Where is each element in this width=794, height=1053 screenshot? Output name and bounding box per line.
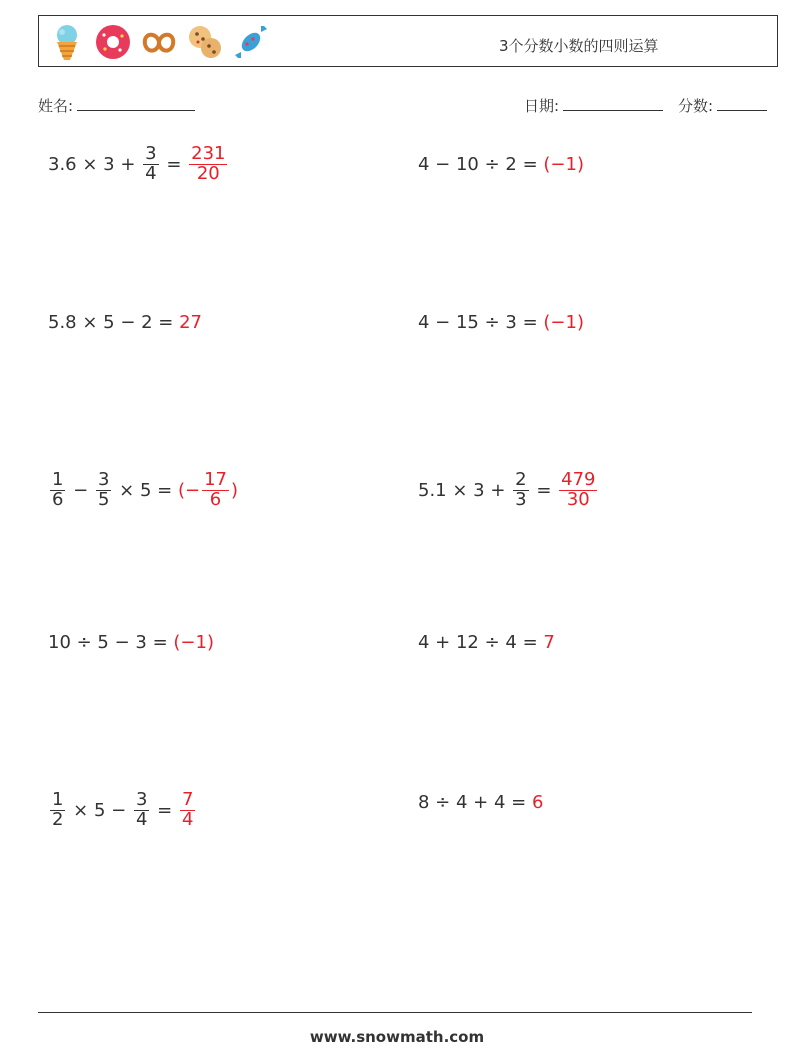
answer-suffix: ) — [230, 479, 238, 501]
answer-text: 7 — [543, 631, 555, 653]
fraction-numerator: 1 — [52, 788, 64, 810]
pretzel-icon — [139, 22, 179, 62]
answer-text: (−1) — [543, 153, 584, 175]
fraction-denominator: 4 — [181, 808, 194, 830]
fraction — [202, 468, 229, 510]
fraction — [134, 788, 149, 830]
answer-text: 27 — [179, 311, 203, 333]
fraction-denominator: 4 — [145, 162, 157, 184]
score-input-line[interactable] — [717, 96, 767, 111]
expression-text: 5.1 × 3 + — [418, 479, 512, 501]
answer — [532, 792, 543, 813]
expression-text: 4 − 10 ÷ 2 = — [418, 153, 544, 175]
fraction-numerator: 231 — [191, 142, 226, 164]
score-label: 分数: — [678, 97, 714, 115]
expression-text: = — [151, 799, 178, 821]
fraction-numerator: 2 — [515, 468, 527, 490]
answer-text: (−1) — [543, 311, 584, 333]
fraction — [96, 468, 111, 510]
fraction-numerator: 3 — [97, 468, 110, 490]
fraction-numerator: 3 — [145, 142, 157, 164]
fraction-denominator: 5 — [97, 488, 110, 510]
cookies-icon — [185, 22, 225, 62]
problem — [48, 302, 202, 342]
answer — [177, 468, 238, 510]
fraction-numerator: 7 — [181, 788, 194, 810]
footer-site: www.snowmath.com — [309, 1028, 485, 1046]
name-field — [38, 95, 195, 116]
answer — [173, 632, 214, 653]
expression-text: 3.6 × 3 + — [48, 153, 142, 175]
expression-text: = — [160, 153, 188, 175]
fraction-denominator: 20 — [196, 162, 220, 184]
answer — [543, 312, 584, 333]
header-icons — [47, 22, 271, 62]
answer — [178, 788, 197, 830]
date-field — [524, 95, 663, 116]
score-field — [678, 95, 767, 116]
answer — [543, 154, 584, 175]
name-input-line[interactable] — [77, 96, 195, 111]
date-input-line[interactable] — [563, 96, 663, 111]
problem — [48, 788, 197, 832]
fraction-numerator: 17 — [204, 468, 227, 490]
name-label: 姓名: — [38, 97, 74, 115]
problem — [418, 302, 584, 342]
expression-text: − — [67, 479, 94, 501]
fraction — [50, 788, 65, 830]
expression-text: 10 ÷ 5 − 3 = — [48, 631, 174, 653]
answer-text: (−1) — [173, 631, 214, 653]
worksheet-title: 3个分数小数的四则运算 — [499, 37, 659, 55]
problem — [48, 622, 214, 662]
ice-cream-icon — [47, 22, 87, 62]
donut-icon — [93, 22, 133, 62]
footer-divider — [38, 1012, 752, 1013]
problem — [418, 144, 584, 184]
expression-text: 5.8 × 5 − 2 = — [48, 311, 180, 333]
fraction-numerator: 3 — [135, 788, 148, 810]
expression-text: 4 + 12 ÷ 4 = — [418, 631, 544, 653]
answer-text: 6 — [531, 791, 544, 813]
expression-text: × 5 − — [67, 799, 132, 821]
fraction-denominator: 4 — [135, 808, 148, 830]
answer — [557, 468, 599, 510]
fraction — [189, 142, 227, 184]
worksheet-header — [38, 15, 778, 67]
expression-text: 8 ÷ 4 + 4 = — [418, 791, 532, 813]
fraction-denominator: 6 — [52, 488, 64, 510]
date-label: 日期: — [524, 97, 560, 115]
fraction — [180, 788, 195, 830]
fraction-denominator: 2 — [52, 808, 64, 830]
answer — [187, 142, 229, 184]
candy-icon — [231, 22, 271, 62]
answer — [543, 632, 554, 653]
fraction-numerator: 1 — [52, 468, 64, 490]
fraction-denominator: 6 — [209, 488, 222, 510]
answer — [179, 312, 202, 333]
answer-prefix: (− — [177, 479, 201, 501]
problem — [48, 468, 238, 512]
problem — [48, 144, 229, 184]
problem — [418, 622, 555, 662]
problem — [418, 782, 543, 822]
fraction — [50, 468, 65, 510]
fraction — [143, 142, 158, 184]
fraction-numerator: 479 — [561, 468, 596, 490]
expression-text: × 5 = — [113, 479, 178, 501]
fraction-denominator: 30 — [566, 488, 590, 510]
expression-text: = — [530, 479, 558, 501]
fraction — [559, 468, 597, 510]
fraction-denominator: 3 — [515, 488, 527, 510]
fraction — [513, 468, 528, 510]
expression-text: 4 − 15 ÷ 3 = — [418, 311, 544, 333]
problem — [418, 468, 599, 512]
